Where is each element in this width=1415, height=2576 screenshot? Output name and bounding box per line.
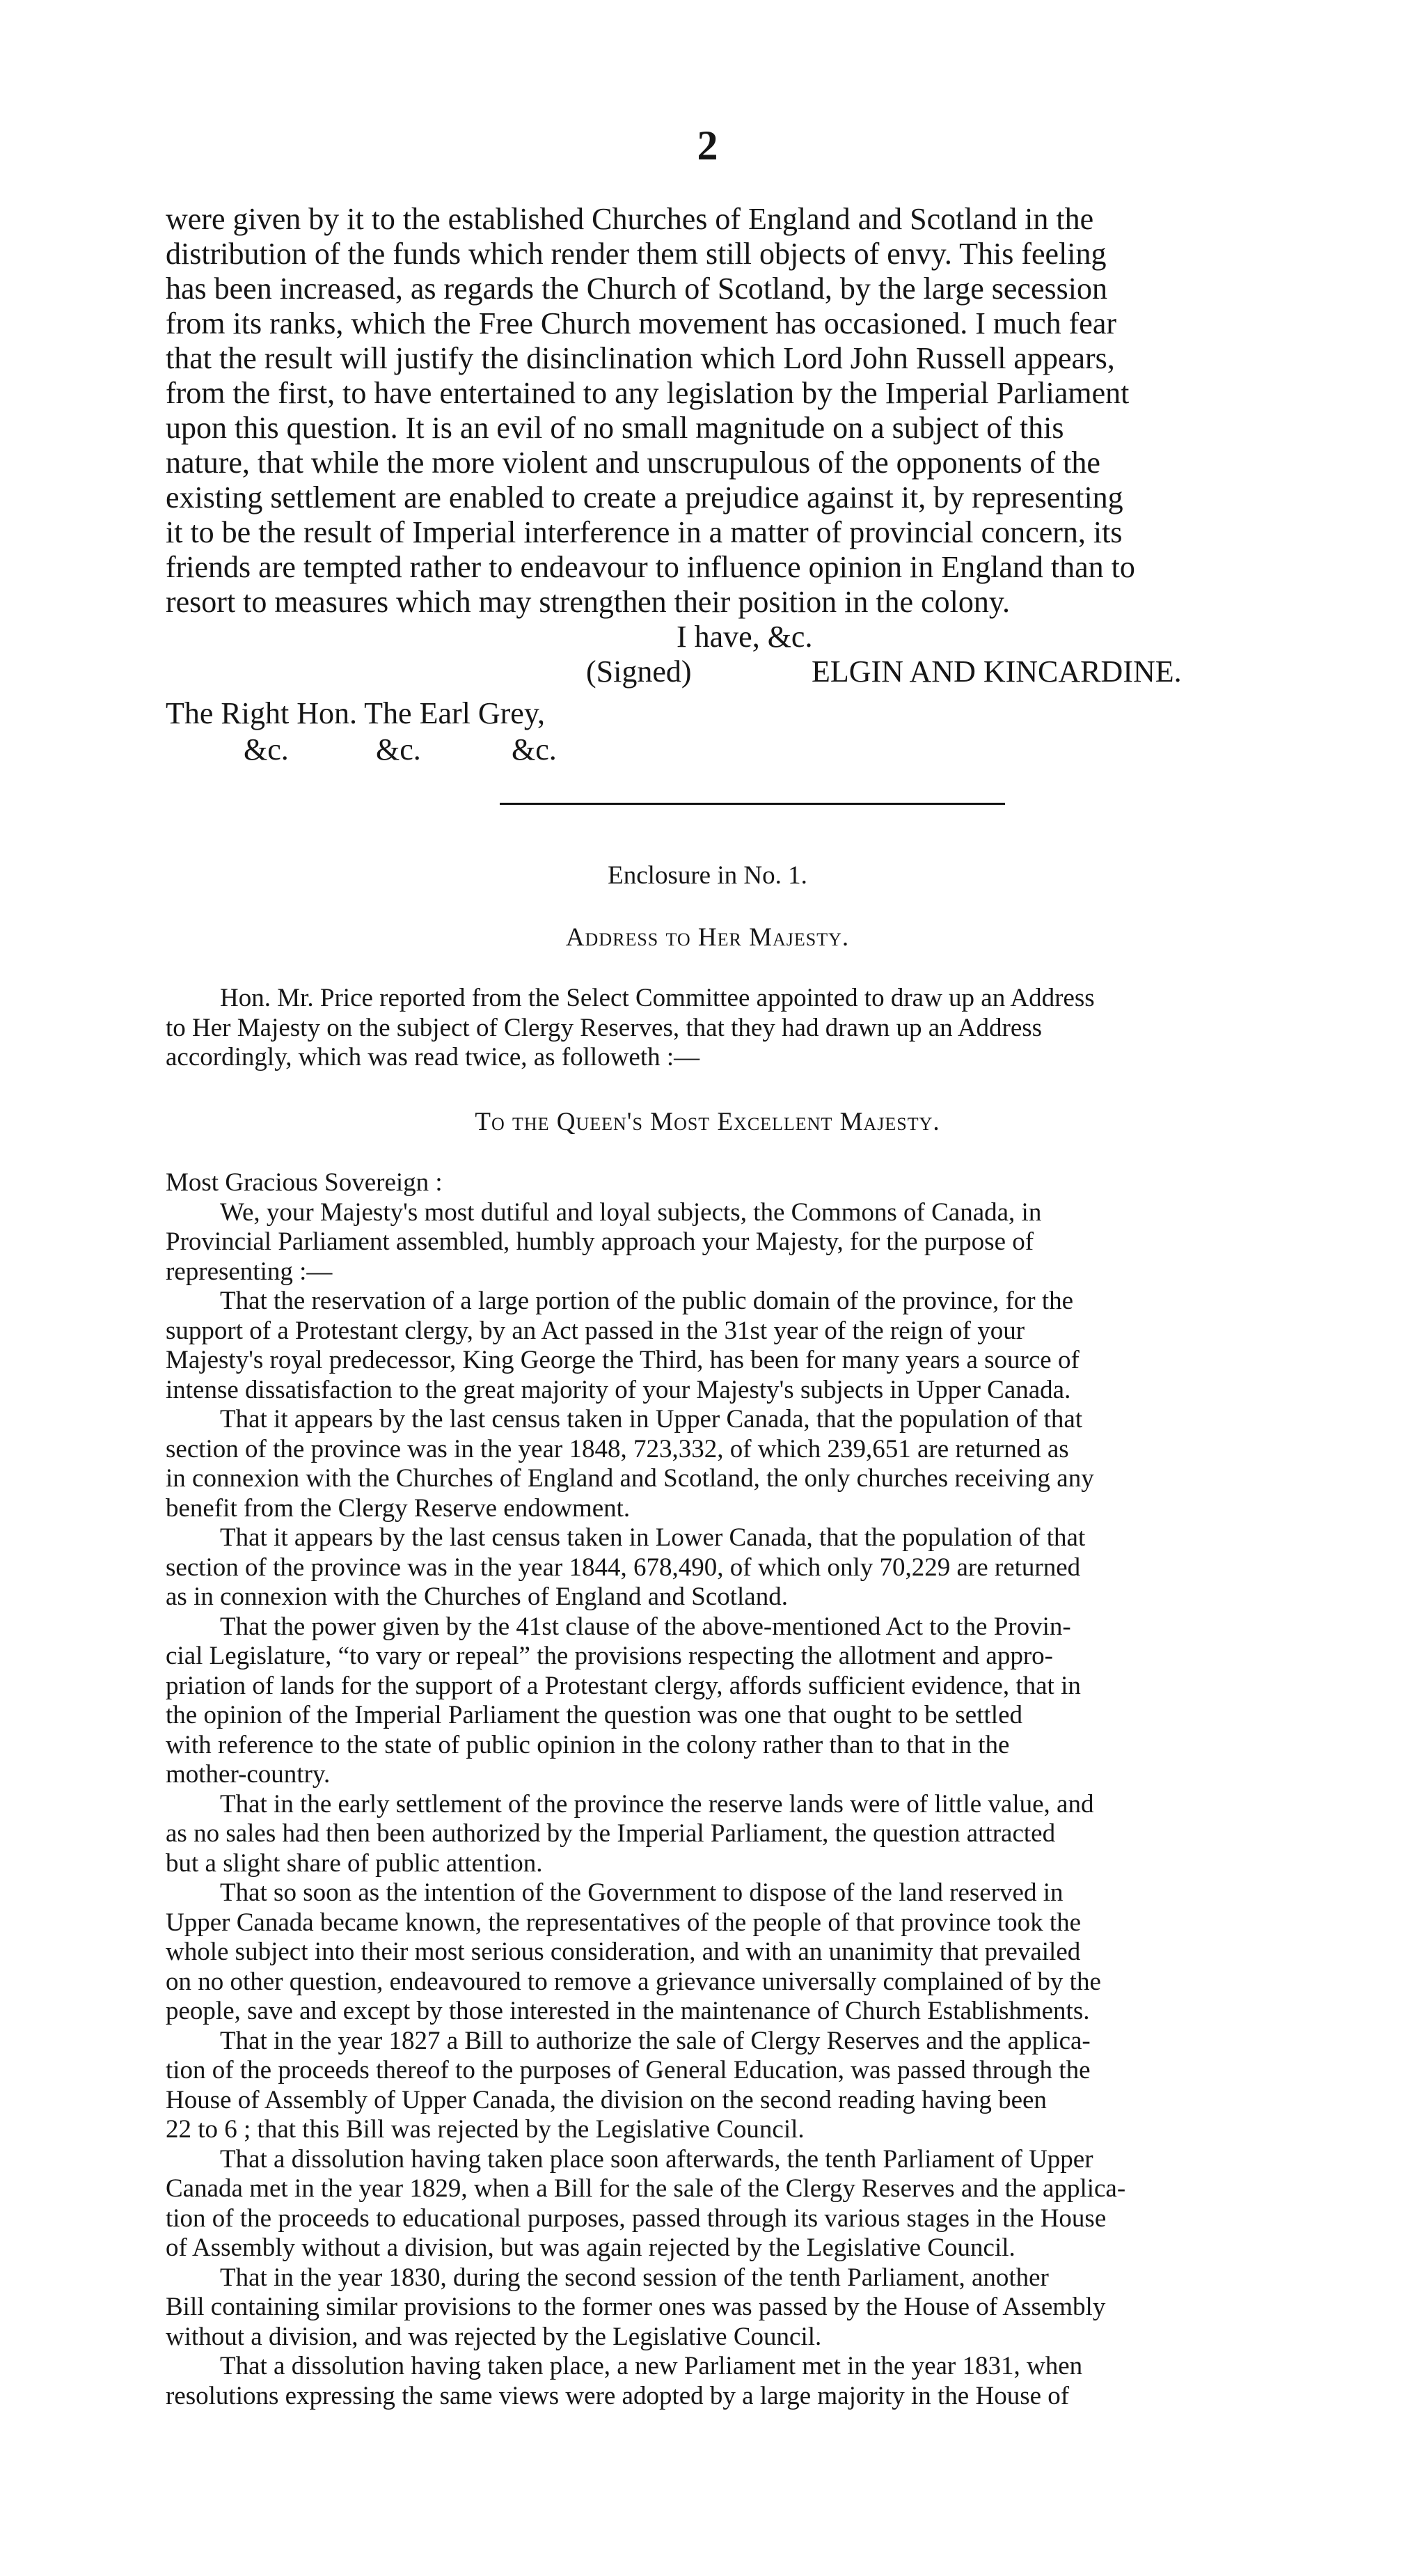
- letter-line: existing settlement are enabled to create a prejudice against it, by representing: [166, 480, 1123, 515]
- address-line: Provincial Parliament assembled, humbly approach your Majesty, for the purpose of: [166, 1227, 1034, 1256]
- letter-closing: I have, &c.: [677, 620, 813, 654]
- letter-line: has been increased, as regards the Church of Scotland, by the large secession: [166, 272, 1107, 306]
- address-line: tion of the proceeds to educational purposes, passed through its various stages in the House: [166, 2204, 1107, 2233]
- address-line: 22 to 6 ; that this Bill was rejected by the Legislative Council.: [166, 2115, 805, 2144]
- intro-line: accordingly, which was read twice, as followeth :—: [166, 1043, 700, 1071]
- letter-line: nature, that while the more violent and unscrupulous of the opponents of the: [166, 446, 1100, 480]
- address-line: of Assembly without a division, but was again rejected by the Legislative Council.: [166, 2233, 1015, 2262]
- address-line: Majesty's royal predecessor, King George the Third, has been for many years a source of: [166, 1346, 1080, 1374]
- address-body: [166, 1168, 1302, 2411]
- address-line: support of a Protestant clergy, by an Act passed in the 31st year of the reign of your: [166, 1316, 1025, 1345]
- letter-line: friends are tempted rather to endeavour to influence opinion in England than to: [166, 550, 1135, 584]
- enclosure-heading: Enclosure in No. 1.: [608, 861, 807, 890]
- address-line: That in the year 1827 a Bill to authorize the sale of Clergy Reserves and the applica-: [220, 2026, 1091, 2055]
- address-line: House of Assembly of Upper Canada, the division on the second reading having been: [166, 2085, 1047, 2114]
- address-line: cial Legislature, “to vary or repeal” the provisions respecting the allotment and appro-: [166, 1642, 1054, 1670]
- enclosure-intro: [166, 984, 1302, 1073]
- address-line: but a slight share of public attention.: [166, 1848, 543, 1878]
- address-line: Bill containing similar provisions to the former ones was passed by the House of Assembly: [166, 2293, 1106, 2321]
- salutation: Most Gracious Sovereign :: [166, 1168, 443, 1197]
- address-line: mother-country.: [166, 1760, 331, 1789]
- address-line: Canada met in the year 1829, when a Bill for the sale of the Clergy Reserves and the applica-: [166, 2174, 1126, 2203]
- address-line: That the reservation of a large portion of the public domain of the province, for the: [220, 1287, 1074, 1315]
- address-line: representing :—: [166, 1257, 333, 1286]
- address-line: priation of lands for the support of a Protestant clergy, affords sufficient evidence, that in: [166, 1671, 1081, 1700]
- letter-body: [166, 202, 1302, 620]
- address-line: That the power given by the 41st clause of the above-mentioned Act to the Provin-: [220, 1612, 1071, 1641]
- letter-line: it to be the result of Imperial interference in a matter of provincial concern, its: [166, 515, 1123, 549]
- address-line: That it appears by the last census taken in Lower Canada, that the population of that: [220, 1523, 1086, 1552]
- address-line: as in connexion with the Churches of England and Scotland.: [166, 1582, 788, 1611]
- letter-line: that the result will justify the disinclination which Lord John Russell appears,: [166, 341, 1115, 375]
- letter-line: were given by it to the established Churches of England and Scotland in the: [166, 202, 1094, 236]
- address-line: people, save and except by those interested in the maintenance of Church Establishments.: [166, 1997, 1090, 2025]
- address-heading: To the Queen's Most Excellent Majesty.: [475, 1108, 940, 1136]
- address-line: That in the early settlement of the province the reserve lands were of little value, and: [220, 1789, 1094, 1819]
- address-line: the opinion of the Imperial Parliament the question was one that ought to be settled: [166, 1701, 1022, 1729]
- address-line: without a division, and was rejected by the Legislative Council.: [166, 2322, 822, 2351]
- address-line: Upper Canada became known, the representatives of the people of that province took the: [166, 1908, 1082, 1937]
- address-line: That a dissolution having taken place soon afterwards, the tenth Parliament of Upper: [220, 2144, 1093, 2174]
- address-line: That so soon as the intention of the Government to dispose of the land reserved in: [220, 1878, 1064, 1907]
- intro-line: Hon. Mr. Price reported from the Select Committee appointed to draw up an Address: [220, 984, 1095, 1012]
- etc-2: &c.: [376, 732, 421, 767]
- address-line: That in the year 1830, during the second session of the tenth Parliament, another: [220, 2263, 1049, 2292]
- address-line: tion of the proceeds thereof to the purposes of General Education, was passed through the: [166, 2056, 1091, 2084]
- intro-line: to Her Majesty on the subject of Clergy Reserves, that they had drawn up an Address: [166, 1013, 1043, 1042]
- addressee: The Right Hon. The Earl Grey,: [166, 696, 545, 730]
- address-line: in connexion with the Churches of England and Scotland, the only churches receiving any: [166, 1464, 1094, 1493]
- address-line: That a dissolution having taken place, a new Parliament met in the year 1831, when: [220, 2352, 1083, 2380]
- address-line: section of the province was in the year 1844, 678,490, of which only 70,229 are returned: [166, 1553, 1081, 1582]
- etc-3: &c.: [512, 732, 557, 767]
- page-number: 2: [697, 123, 718, 168]
- address-line: We, your Majesty's most dutiful and loyal subjects, the Commons of Canada, in: [220, 1197, 1042, 1227]
- address-line: as no sales had then been authorized by the Imperial Parliament, the question attracted: [166, 1819, 1056, 1848]
- signatory: ELGIN AND KINCARDINE.: [812, 654, 1182, 689]
- etc-1: &c.: [244, 732, 289, 767]
- address-line: section of the province was in the year 1848, 723,332, of which 239,651 are returned as: [166, 1434, 1069, 1463]
- signed-label: (Signed): [586, 654, 692, 689]
- letter-line: upon this question. It is an evil of no small magnitude on a subject of this: [166, 411, 1064, 445]
- address-line: benefit from the Clergy Reserve endowment.: [166, 1493, 631, 1523]
- address-line: on no other question, endeavoured to remove a grievance universally complained of by the: [166, 1967, 1101, 1996]
- address-subheading: Address to Her Majesty.: [565, 923, 850, 952]
- address-line: intense dissatisfaction to the great majority of your Majesty's subjects in Upper Canada.: [166, 1375, 1071, 1404]
- section-divider: [500, 803, 1005, 805]
- letter-line: distribution of the funds which render them still objects of envy. This feeling: [166, 237, 1107, 271]
- address-line: resolutions expressing the same views were adopted by a large majority in the House of: [166, 2381, 1070, 2410]
- letter-line: resort to measures which may strengthen their position in the colony.: [166, 585, 1010, 619]
- address-line: That it appears by the last census taken in Upper Canada, that the population of that: [220, 1405, 1083, 1434]
- letter-line: from the first, to have entertained to any legislation by the Imperial Parliament: [166, 376, 1130, 410]
- address-line: with reference to the state of public opinion in the colony rather than to that in the: [166, 1730, 1010, 1759]
- address-line: whole subject into their most serious consideration, and with an unanimity that prevailed: [166, 1938, 1081, 1966]
- letter-line: from its ranks, which the Free Church movement has occasioned. I much fear: [166, 306, 1117, 340]
